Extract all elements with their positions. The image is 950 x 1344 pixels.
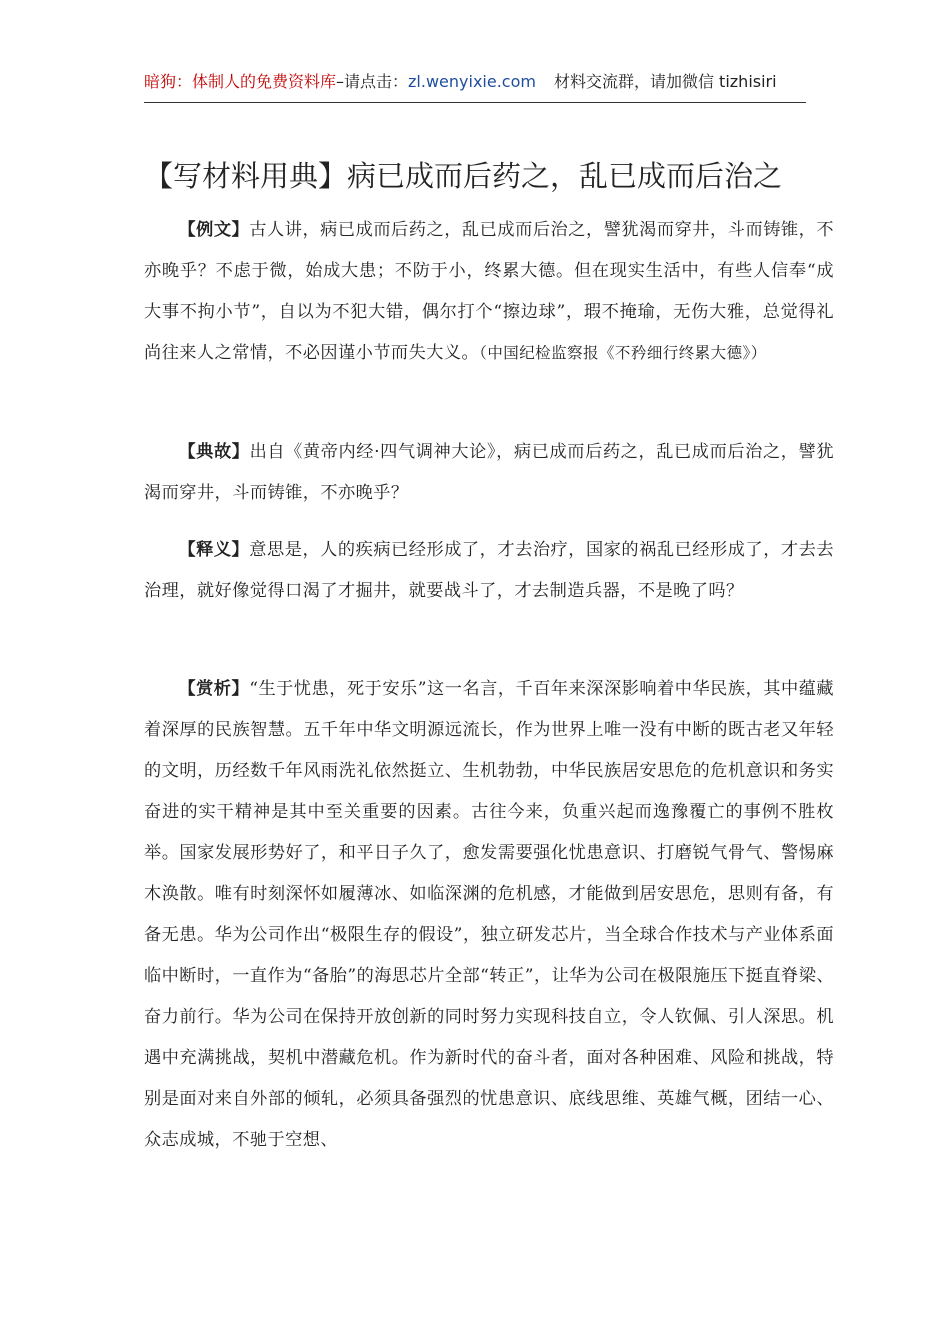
header-group-note: 材料交流群，请加微信 tizhisiri xyxy=(553,72,777,91)
paragraph-label: 【典故】 xyxy=(178,442,250,462)
paragraph-text: 意思是，人的疾病已经形成了，才去治疗，国家的祸乱已经形成了，才去去治理，就好像觉得口渴了才掘井，就要战斗了，才去制造兵器，不是晚了吗？ xyxy=(144,540,834,601)
paragraph-example xyxy=(144,210,834,374)
page-title: 【写材料用典】病已成而后药之，乱已成而后治之 xyxy=(144,159,783,193)
page-header xyxy=(144,62,806,103)
paragraph-text: 古人讲，病已成而后药之，乱已成而后治之，譬犹渴而穿井，斗而铸锥，不亦晚乎？不虑于微，始成大患；不防于小，终累大德。但在现实生活中，有些人信奉“成大事不拘小节”，自以为不犯大错，偶尔打个“擦边球”，瑕不掩瑜，无伤大雅，总觉得礼尚往来人之常情，不必因谨小节而失大义。 xyxy=(144,220,834,363)
paragraph-appreciation xyxy=(144,669,834,1161)
header-link[interactable]: zl.wenyixie.com xyxy=(408,72,536,91)
paragraph-label: 【例文】 xyxy=(178,220,250,240)
header-click-prompt: –请点击： xyxy=(336,72,409,91)
paragraph-text: “生于忧患，死于安乐”这一名言，千百年来深深影响着中华民族，其中蕴藏着深厚的民族智慧。五千年中华文明源远流长，作为世界上唯一没有中断的既古老又年轻的文明，历经数千年风雨洗礼依然挺立、生机勃勃，中华民族居安思危的危机意识和务实奋进的实干精神是其中至关重要的因素。古往今来，负重兴起而逸豫覆亡的事例不胜枚举。国家发展形势好了，和平日子久了，愈发需要强化忧患意识、打磨锐气骨气、警惕麻木涣散。唯有时刻深怀如履薄冰、如临深渊的危机感，才能做到居安思危，思则有备，有备无患。华为公司作出“极限生存的假设”，独立研发芯片，当全球合作技术与产业体系面临中断时，一直作为“备胎”的海思芯片全部“转正”，让华为公司在极限施压下挺直脊梁、奋力前行。华为公司在保持开放创新的同时努力实现科技自立，令人钦佩、引人深思。机遇中充满挑战，契机中潜藏危机。作为新时代的奋斗者，面对各种困难、风险和挑战，特别是面对来自外部的倾轧，必须具备强烈的忧患意识、底线思维、英雄气概，团结一心、众志成城，不驰于空想、 xyxy=(144,679,834,1150)
paragraph-allusion xyxy=(144,432,834,514)
paragraph-label: 【释义】 xyxy=(178,540,250,560)
paragraph-source: （中国纪检监察报《不矜细行终累大德》） xyxy=(479,344,767,362)
paragraph-text: 出自《黄帝内经·四气调神大论》，病已成而后药之，乱已成而后治之，譬犹渴而穿井，斗而铸锥，不亦晚乎？ xyxy=(144,442,834,503)
header-brand: 暗狗：体制人的免费资料库 xyxy=(144,72,337,91)
paragraph-label: 【赏析】 xyxy=(178,679,250,699)
paragraph-meaning xyxy=(144,530,834,612)
